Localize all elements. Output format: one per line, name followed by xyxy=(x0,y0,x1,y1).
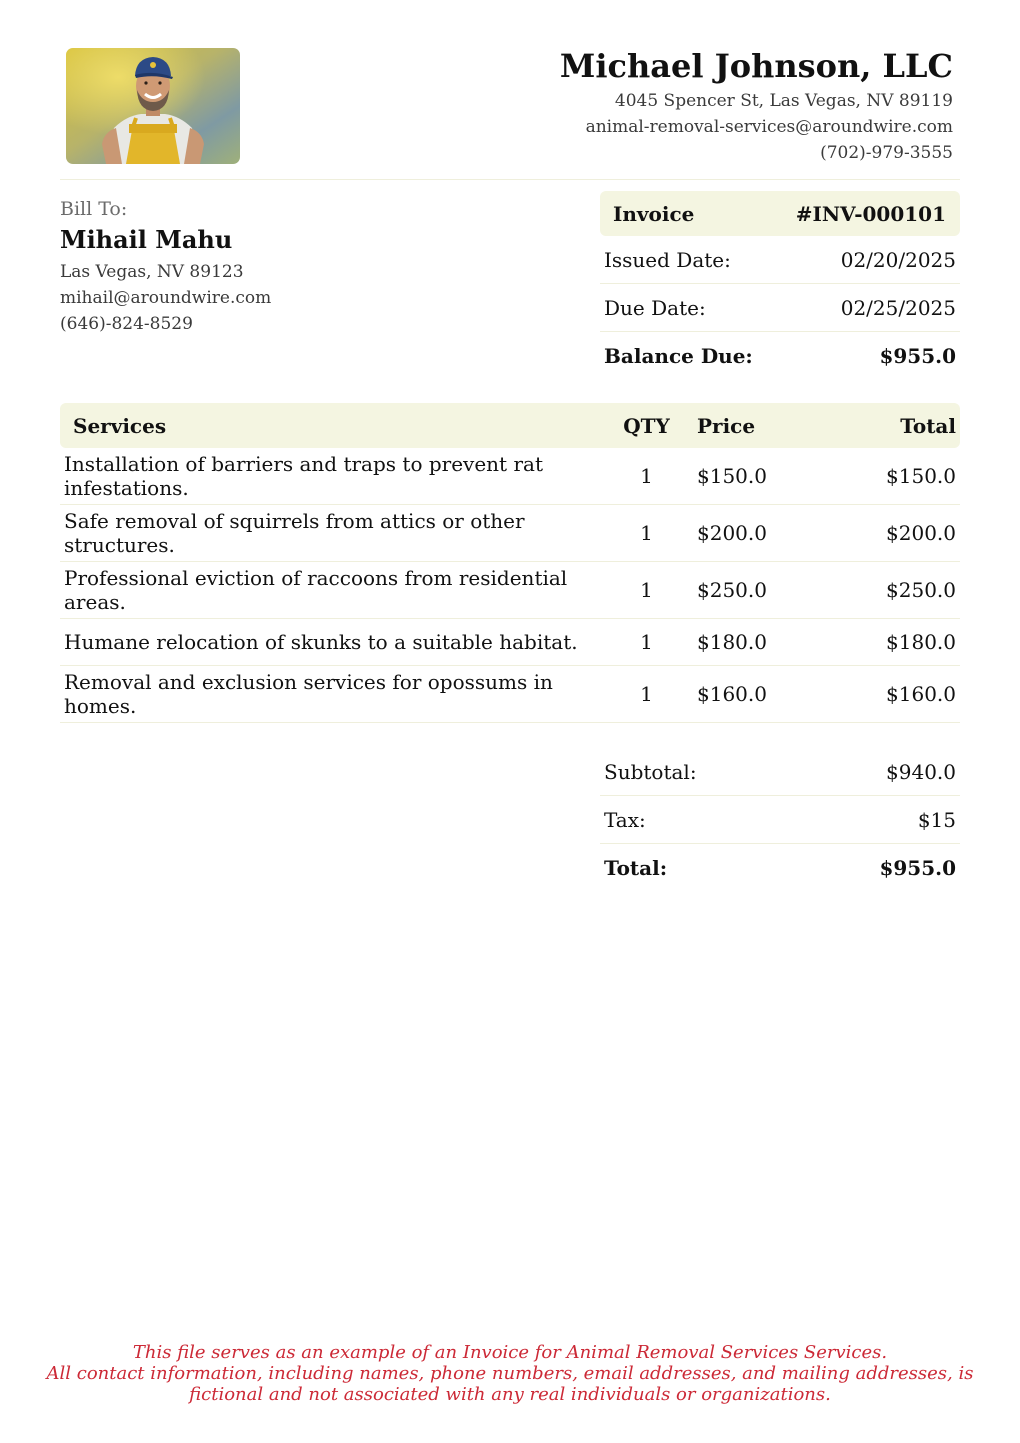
company-info xyxy=(560,46,953,166)
bill-to-label: Bill To: xyxy=(60,198,128,220)
row-total: $180.0 xyxy=(886,630,956,654)
issued-date-value: 02/20/2025 xyxy=(840,247,956,272)
header-total: Total xyxy=(900,413,956,438)
row-price: $250.0 xyxy=(697,578,767,602)
balance-due-row xyxy=(600,332,960,379)
table-header xyxy=(60,403,960,448)
worker-portrait-image xyxy=(66,48,240,164)
due-date-value: 02/25/2025 xyxy=(840,295,956,320)
row-service: Installation of barriers and traps to prevent rat infestations. xyxy=(64,452,543,500)
row-total: $160.0 xyxy=(886,682,956,706)
tax-label: Tax: xyxy=(604,807,646,832)
table-row xyxy=(60,666,960,723)
due-date-label: Due Date: xyxy=(604,295,706,320)
row-price: $180.0 xyxy=(697,630,767,654)
row-qty: 1 xyxy=(640,630,653,654)
footer-line-1: This file serves as an example of an Invoice for Animal Removal Services Services. xyxy=(132,1342,888,1363)
invoice-header xyxy=(600,191,960,236)
client-email: mihail@aroundwire.com xyxy=(60,288,272,308)
row-service: Safe removal of squirrels from attics or other structures. xyxy=(64,509,525,557)
total-value: $955.0 xyxy=(879,855,956,880)
row-service: Humane relocation of skunks to a suitable habitat. xyxy=(64,630,578,654)
table-row xyxy=(60,619,960,666)
header-qty: QTY xyxy=(623,413,670,438)
footer-line-2: All contact information, including names, phone numbers, email addresses, and mailing addresses, is xyxy=(46,1363,974,1384)
total-label: Total: xyxy=(604,855,668,880)
footer-line-3: fictional and not associated with any real individuals or organizations. xyxy=(189,1384,831,1405)
row-price: $150.0 xyxy=(697,464,767,488)
table-row xyxy=(60,562,960,619)
issued-date-row xyxy=(600,236,960,284)
client-name: Mihail Mahu xyxy=(60,225,233,254)
row-qty: 1 xyxy=(640,521,653,545)
subtotal-value: $940.0 xyxy=(886,759,956,784)
services-table xyxy=(60,403,960,723)
header-price: Price xyxy=(697,413,756,438)
balance-due-value: $955.0 xyxy=(879,343,956,368)
row-price: $160.0 xyxy=(697,682,767,706)
row-total: $200.0 xyxy=(886,521,956,545)
invoice-meta xyxy=(600,191,960,379)
table-row xyxy=(60,505,960,562)
bill-to-section xyxy=(60,196,271,337)
tax-row xyxy=(600,796,960,844)
balance-due-label: Balance Due: xyxy=(604,343,753,368)
row-price: $200.0 xyxy=(697,521,767,545)
company-phone: (702)-979-3555 xyxy=(820,143,953,163)
total-row xyxy=(600,844,960,891)
invoice-number: #INV-000101 xyxy=(795,201,946,226)
header-services: Services xyxy=(73,413,167,438)
subtotal-label: Subtotal: xyxy=(604,759,697,784)
row-qty: 1 xyxy=(640,578,653,602)
header-divider xyxy=(60,179,960,180)
table-row xyxy=(60,448,960,505)
totals-section xyxy=(600,748,960,891)
invoice-label: Invoice xyxy=(613,201,695,226)
footer-disclaimer xyxy=(0,1342,1020,1405)
company-address: 4045 Spencer St, Las Vegas, NV 89119 xyxy=(614,91,953,111)
client-address: Las Vegas, NV 89123 xyxy=(60,262,244,282)
row-service: Removal and exclusion services for opossums in homes. xyxy=(64,670,553,718)
row-total: $250.0 xyxy=(886,578,956,602)
row-qty: 1 xyxy=(640,682,653,706)
row-qty: 1 xyxy=(640,464,653,488)
company-email: animal-removal-services@aroundwire.com xyxy=(585,117,953,137)
due-date-row xyxy=(600,284,960,332)
company-photo xyxy=(66,48,240,164)
row-total: $150.0 xyxy=(886,464,956,488)
client-phone: (646)-824-8529 xyxy=(60,314,193,334)
subtotal-row xyxy=(600,748,960,796)
row-service: Professional eviction of raccoons from residential areas. xyxy=(64,566,568,614)
company-name: Michael Johnson, LLC xyxy=(559,47,953,85)
issued-date-label: Issued Date: xyxy=(604,247,731,272)
tax-value: $15 xyxy=(917,807,956,832)
